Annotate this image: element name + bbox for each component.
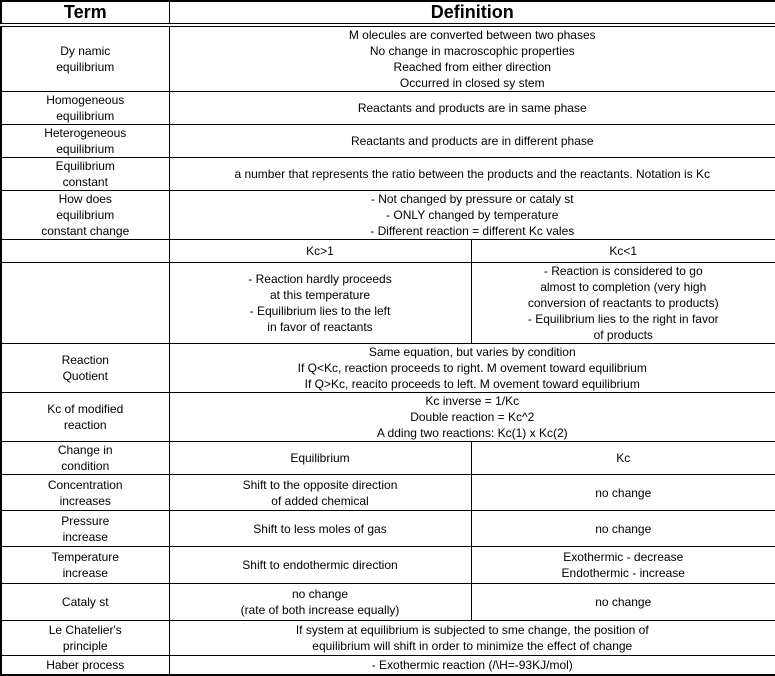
- definition-right-cell: [471, 511, 775, 547]
- row-pressure-increase: [1, 511, 775, 547]
- term-cell: [1, 125, 169, 158]
- text-line: condition: [2, 458, 169, 474]
- text-line: Concentration: [2, 477, 169, 493]
- definition-left-cell: [169, 584, 471, 621]
- text-line: Exothermic - decrease: [472, 549, 775, 565]
- text-line: Homogeneous: [2, 92, 169, 108]
- row-kc-constant-change: [1, 191, 775, 240]
- text-line: Kc inverse = 1/Kc: [170, 393, 775, 409]
- definition-left-cell: [169, 442, 471, 475]
- definition-cell: [169, 25, 775, 92]
- text-line: constant change: [2, 223, 169, 239]
- text-line: Pressure: [2, 513, 169, 529]
- text-line: equilibrium: [2, 141, 169, 157]
- term-cell: [1, 511, 169, 547]
- term-cell: [1, 584, 169, 621]
- text-line: increase: [2, 529, 169, 545]
- text-line: Cataly st: [2, 594, 169, 610]
- definition-right-cell: [471, 240, 775, 263]
- text-line: a number that represents the ratio between the products and the reactants. Notation is Kc: [170, 166, 775, 182]
- definition-left-cell: [169, 263, 471, 344]
- text-line: no change: [472, 594, 775, 610]
- row-concentration-increases: [1, 475, 775, 511]
- text-line: Same equation, but varies by condition: [170, 344, 775, 360]
- text-line: Kc>1: [170, 243, 471, 259]
- text-line: Occurred in closed sy stem: [170, 75, 775, 91]
- header-row: [1, 1, 775, 25]
- text-line: Kc<1: [472, 243, 775, 259]
- text-line: - Equilibrium lies to the left: [170, 303, 471, 319]
- term-cell-empty: [1, 240, 169, 263]
- text-line: almost to completion (very high: [472, 279, 775, 295]
- text-line: Heterogeneous: [2, 125, 169, 141]
- row-reaction-quotient: [1, 344, 775, 393]
- text-line: equilibrium will shift in order to minimize the effect of change: [170, 638, 775, 654]
- text-line: Double reaction = Kc^2: [170, 409, 775, 425]
- text-line: Haber process: [2, 657, 169, 673]
- text-line: Change in: [2, 442, 169, 458]
- term-cell: [1, 656, 169, 675]
- term-cell: [1, 92, 169, 125]
- text-line: constant: [2, 174, 169, 190]
- text-line: Endothermic - increase: [472, 565, 775, 581]
- text-line: How does: [2, 191, 169, 207]
- text-line: Reaction: [2, 352, 169, 368]
- definition-cell: [169, 621, 775, 656]
- row-temperature-increase: [1, 547, 775, 584]
- definition-column-header: Definition: [169, 1, 775, 25]
- term-cell: [1, 442, 169, 475]
- text-line: - Not changed by pressure or cataly st: [170, 191, 775, 207]
- term-cell: [1, 393, 169, 442]
- text-line: Shift to less moles of gas: [170, 521, 471, 537]
- text-line: at this temperature: [170, 287, 471, 303]
- definition-left-cell: [169, 240, 471, 263]
- definition-left-cell: [169, 475, 471, 511]
- term-cell: [1, 475, 169, 511]
- definition-right-cell: [471, 547, 775, 584]
- text-line: of added chemical: [170, 493, 471, 509]
- text-line: Shift to the opposite direction: [170, 477, 471, 493]
- text-line: - Reaction hardly proceeds: [170, 271, 471, 287]
- definition-cell: [169, 92, 775, 125]
- term-cell: [1, 547, 169, 584]
- text-line: Reached from either direction: [170, 59, 775, 75]
- text-line: principle: [2, 638, 169, 654]
- text-line: no change: [472, 521, 775, 537]
- row-change-in-condition: [1, 442, 775, 475]
- definition-cell: [169, 158, 775, 191]
- text-line: If Q>Kc, reacito proceeds to left. M ovement toward equilibrium: [170, 376, 775, 392]
- row-dynamic-equilibrium: [1, 25, 775, 92]
- term-cell: [1, 344, 169, 393]
- text-line: Quotient: [2, 368, 169, 384]
- row-kc-comparison-detail: [1, 263, 775, 344]
- text-line: If Q<Kc, reaction proceeds to right. M ovement toward equilibrium: [170, 360, 775, 376]
- definition-cell: [169, 656, 775, 675]
- row-homogeneous-equilibrium: [1, 92, 775, 125]
- text-line: increases: [2, 493, 169, 509]
- definition-cell: [169, 344, 775, 393]
- row-kc-modified-reaction: [1, 393, 775, 442]
- text-line: equilibrium: [2, 59, 169, 75]
- text-line: - Reaction is considered to go: [472, 263, 775, 279]
- text-line: no change: [472, 485, 775, 501]
- text-line: equilibrium: [2, 108, 169, 124]
- text-line: of products: [472, 327, 775, 343]
- row-le-chatelier-principle: [1, 621, 775, 656]
- text-line: - Different reaction = different Kc vales: [170, 223, 775, 239]
- definition-cell: [169, 393, 775, 442]
- row-catalyst: [1, 584, 775, 621]
- definition-left-cell: [169, 547, 471, 584]
- row-heterogeneous-equilibrium: [1, 125, 775, 158]
- term-cell: [1, 191, 169, 240]
- text-line: Kc of modified: [2, 401, 169, 417]
- text-line: Reactants and products are in different phase: [170, 133, 775, 149]
- definition-cell: [169, 125, 775, 158]
- definition-left-cell: [169, 511, 471, 547]
- text-line: - ONLY changed by temperature: [170, 207, 775, 223]
- definition-cell: [169, 191, 775, 240]
- definition-right-cell: [471, 475, 775, 511]
- text-line: M olecules are converted between two phases: [170, 27, 775, 43]
- text-line: Le Chatelier's: [2, 622, 169, 638]
- term-column-header: Term: [1, 1, 169, 25]
- text-line: Equilibrium: [170, 450, 471, 466]
- row-equilibrium-constant: [1, 158, 775, 191]
- text-line: No change in macroscophic properties: [170, 43, 775, 59]
- text-line: A dding two reactions: Kc(1) x Kc(2): [170, 425, 775, 441]
- text-line: Reactants and products are in same phase: [170, 100, 775, 116]
- text-line: reaction: [2, 417, 169, 433]
- text-line: conversion of reactants to products): [472, 295, 775, 311]
- row-kc-comparison-header: [1, 240, 775, 263]
- text-line: (rate of both increase equally): [170, 602, 471, 618]
- term-cell: [1, 621, 169, 656]
- definition-right-cell: [471, 584, 775, 621]
- row-haber-process: [1, 656, 775, 675]
- text-line: in favor of reactants: [170, 319, 471, 335]
- text-line: Dy namic: [2, 43, 169, 59]
- text-line: - Exothermic reaction (/\H=-93KJ/mol): [170, 657, 775, 673]
- text-line: Shift to endothermic direction: [170, 557, 471, 573]
- text-line: If system at equilibrium is subjected to sme change, the position of: [170, 622, 775, 638]
- term-cell: [1, 158, 169, 191]
- text-line: increase: [2, 565, 169, 581]
- text-line: Kc: [472, 450, 775, 466]
- text-line: Temperature: [2, 549, 169, 565]
- text-line: equilibrium: [2, 207, 169, 223]
- text-line: no change: [170, 586, 471, 602]
- text-line: - Equilibrium lies to the right in favor: [472, 311, 775, 327]
- term-cell: [1, 25, 169, 92]
- text-line: Equilibrium: [2, 158, 169, 174]
- definition-right-cell: [471, 263, 775, 344]
- definition-right-cell: [471, 442, 775, 475]
- term-cell-empty: [1, 263, 169, 344]
